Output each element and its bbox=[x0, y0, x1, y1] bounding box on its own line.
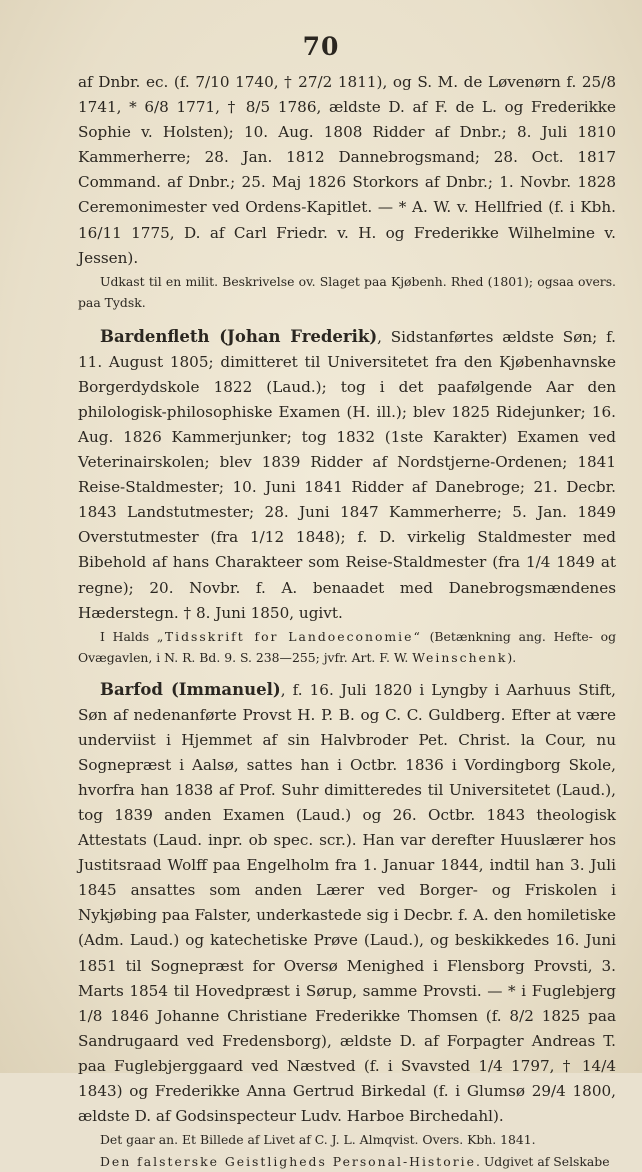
entry3 bbox=[78, 677, 616, 1130]
journal-title: „Tidsskrift for Landoeconomie“ bbox=[156, 628, 422, 644]
book-title: Den falsterske Geistligheds Personal-Historie bbox=[100, 1153, 476, 1169]
page-text bbox=[78, 70, 616, 1172]
entry2-name: Bardenfleth (Johan Frederik) bbox=[100, 326, 378, 346]
cross-ref-name: Weinschenk bbox=[412, 650, 508, 666]
entry3-note-2: Den falsterske Geistligheds Personal-Historie. Udgivet af Selskabe bbox=[100, 1153, 610, 1169]
entry2 bbox=[78, 324, 616, 626]
entry2-body: , Sidstanførtes ældste Søn; f. 11. August 1805; dimitteret til Universitetet fra den Kjøbenhavnske Borgerdydskole 1822 (Laud.); tog i det paafølgende Aar den philologisk-philosophiske Examen (H. ill.); blev 1825 Ridejunker; 16. Aug. 1826 Kammerjunker; tog 1832 (1ste Karakter) Examen ved Veterinairskolen; blev 1839 Ridder af Nordstjerne-Ordenen; 1841 Reise-Staldmester; 10. Juni 1841 Ridder af Danebroge; 21. Decbr. 1843 Landstutmester; 28. Juni 1847 Kammerherre; 5. Jan. 1849 Overstutmester (fra 1/12 1848); f. D. virkelig Staldmester med Bibehold af hans Charakteer som Reise-Staldmester (fra 1/4 1849 at regne); 20. Novbr. f. A. benaadet med Danebrogsmændenes Hæderstegn. † 8. Juni 1850, ugivt. bbox=[78, 327, 616, 622]
entry3-body: , f. 16. Juli 1820 i Lyngby i Aarhuus Stift, Søn af nedenanførte Provst H. P. B. og C. C. Guldberg. Efter at være underviist i Hjemmet af sin Halvbroder Pet. Christ. la Cour, nu Sognepræst i Aalsø, sattes han i Octbr. 1836 i Vordingborg Skole, hvorfra han 1838 af Prof. Suhr dimitteredes til Universitetet (Laud.), tog 1839 anden Examen (Laud.) og 26. Octbr. 1843 theologisk Attestats (Laud. inpr. ob spec. scr.). Han var derefter Huuslærer hos Justitsraad Wolff paa Engelholm fra 1. Januar 1844, indtil han 3. Juli 1845 ansattes som anden Lærer ved Borger- og Friskolen i Nykjøbing paa Falster, underkastede sig i Decbr. f. A. den homiletiske (Adm. Laud.) og katechetiske Prøve (Laud.), og beskikkedes 16. Juni 1851 til Sognepræst for Oversø Menighed i Flensborg Provsti, 3. Marts 1854 til Hovedpræst i Sørup, samme Provsti. — * i Fuglebjerg 1/8 1846 Johanne Christiane Frederikke Thomsen (f. 8/2 1825 paa Sandrugaard ved Fredensborg), ældste D. af Forpagter Andreas T. paa Fuglebjerggaard ved Næstved (f. i Svavsted 1/4 1797, † 14/4 1843) og Frederikke Anna Gertrud Birkedal (f. i Glumsø 29/4 1800, ældste D. af Godsinspecteur Ludv. Harboe Birchedahl). bbox=[78, 680, 616, 1126]
page-number: 70 bbox=[302, 32, 340, 61]
entry3-name: Barfod (Immanuel) bbox=[100, 679, 281, 699]
entry1-continuation: af Dnbr. ec. (f. 7/10 1740, † 27/2 1811), og S. M. de Løvenørn f. 25/8 1741, * 6/8 1771, † 8/5 1786, ældste D. af F. de L. og Frederikke Sophie v. Holsten); 10. Aug. 1808 Ridder af Dnbr.; 8. Juli 1810 Kammerherre; 28. Jan. 1812 Dannebrogsmand; 28. Oct. 1817 Command. af Dnbr.; 25. Maj 1826 Storkors af Dnbr.; 1. Novbr. 1828 Ceremonimester ved Ordens-Kapitlet. — * A. W. v. Hellfried (f. i Kbh. 16/11 1775, D. af Carl Friedr. v. H. og Frederikke Wilhelmine v. Jessen). bbox=[78, 73, 616, 267]
entry1-note: Udkast til en milit. Beskrivelse ov. Slaget paa Kjøbenh. Rhed (1801); ogsaa overs. paa Tydsk. bbox=[78, 273, 616, 311]
entry3-note-1: Det gaar an. Et Billede af Livet af C. J. L. Almqvist. Overs. Kbh. 1841. bbox=[100, 1132, 536, 1148]
entry2-note: I Halds „Tidsskrift for Landoeconomie“ (Betænkning ang. Hefte- og Ovægavlen, i N. R. Bd. 9. S. 238—255; jvfr. Art. F. W. Weinschenk). bbox=[78, 628, 617, 666]
